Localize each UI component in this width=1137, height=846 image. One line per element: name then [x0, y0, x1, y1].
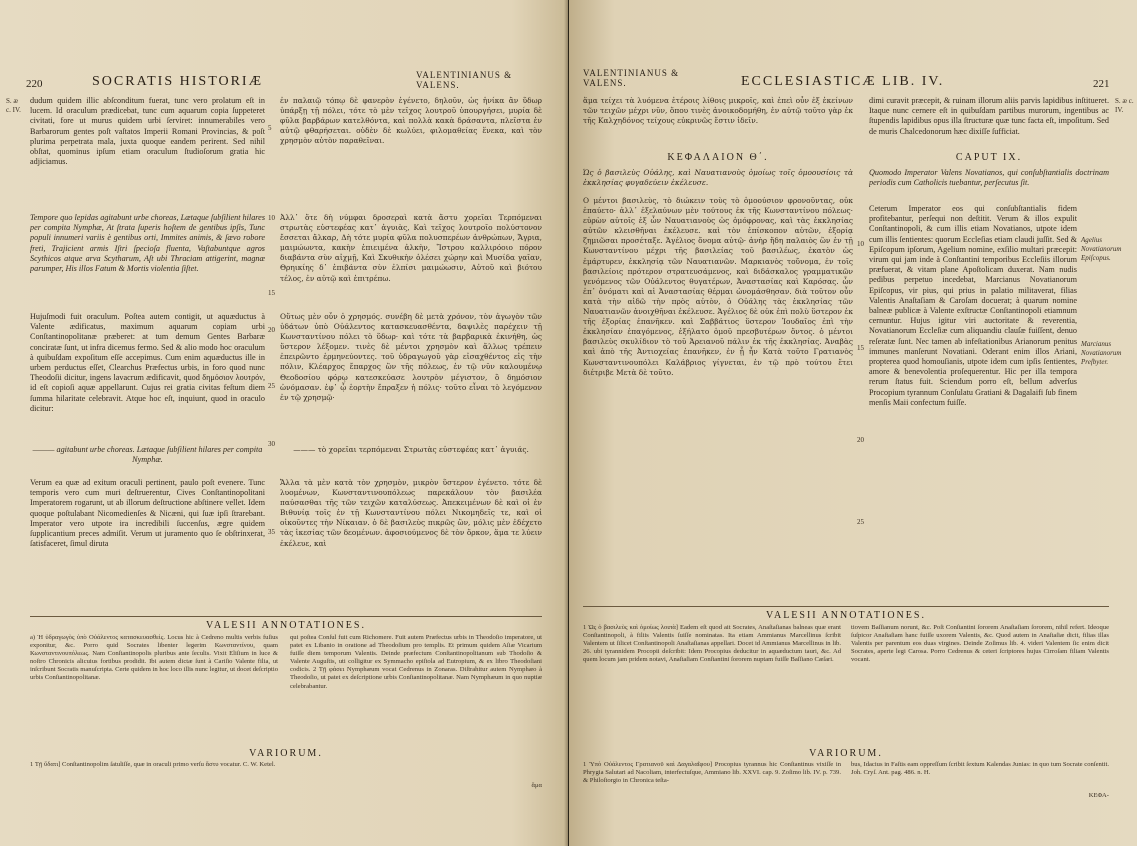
oracle-verse-greek: Ἀλλ᾽ ὅτε δὴ νύμφαι δροσεραὶ κατὰ ἄστυ χορεῖαι Τερπόμεναι στρωτὰς εὐστεφέας κατ᾽ ἀγυιὰς, Καὶ τεῖχος λουτροῖο πολύστονον ἔσσεται ἄλκαρ, Δὴ τότε μυρία φῦλα πολυσπερέων ἀνθρώπων, Ἄγρια, μαιμώωντα, κακὴν ἐπιειμένα ἀλκὴν, Ἴστρου καλλιρόοιο πόρον διαβάντα σὺν αἰχμῇ, Καὶ Σκυθικὴν ὀλέσει χώρην καὶ Μυσίδα γαῖαν, Θρηικίης δ᾽ ἐπιβάντα σὺν ἐλπίσι μαιμώωσιν, Αὐτοῦ καὶ βιότου τέλος, ἐν αὐτῷ καὶ ἐπιτρέπω.: [280, 213, 542, 283]
annotations-header: VALESII ANNOTATIONES.: [766, 610, 926, 621]
chapter-body-greek: Ο μέντοι βασιλεὺς, τὸ διώκειν τοὺς τὸ ὁμοούσιον φρονοῦντας, οὐκ ἐπαύετο· ἀλλ᾽ ἐξελαύνων μὲν τούτους ἐκ τῆς Κωνσταντίνου πόλεως· εὑρὼν αὐτοῖς ἐξ ὧν Ναυατιανοὺς ὡς ὁμόφρονας, καὶ τὰς ἐκκλησίας αὐτῶν κλεισθῆναι ἐκέλευσε. καὶ τὸν ἐπίσκοπον αὐτῶν, ἐξορίᾳ ζημιῶσαι προσέταξε. Ἀγέλιος ὄνομα αὐτῷ· ἀνὴρ ἤδη παλαιὸς ὢν ἐν τῇ Κωνσταντίνου μέχρι τῆς βασιλείας τοῦ βασιλέως, ἑκατὸν ὡς ἐμάρτυρεν, ἐκκλησίᾳ τῶν Ναυατιανῶν. Μαρκιανὸς τοὔνομα, ἐν τοῖς βασιλείοις πρότερον στρατευσάμενος, καὶ διδάσκαλος γραμματικῶν γενόμενος τῶν Οὐάλεντος θυγατέρων, Ἀναστασίας καὶ Καρόσας. ὧν ἐπ᾽ ὀνόματι καὶ αἱ Ἀναστασίας θέρμαι ὠνομάσθησαν. διὰ τοῦτον οὖν κατὰ τὴν αἰδῶ τὴν πρὸς αὐτὸν, ὁ Οὐάλης τὰς ἐκκλησίας τῶν Ναυατιανῶν ἀνοιχθῆναι ἐκέλευσε. Ἀγέλιος δὲ οὐκ ἐπὶ πολὺ ὕστερον ἐκ τῆς ἐξορίας ἐπανῆκεν. καὶ Σαββάτιος ὕστερον Ἰουδαῖος ἐπὶ τὴν ἐκκλησίαν ἐπαγόμενος, ἐξήλατο ὁμοῦ πρεσβυτέρων ὄντος. ὁ μέντοι βασιλεὺς σκυλίδιον τὸ τοῦ Ἀρειανοῦ πάλιν ἐκ τῆς ἐκκλησίας. Ἀναβὰς καὶ ἀπὸ τῆς Ἀντιοχείας ἐπανῆκεν, ἐν ᾗ ἦν Κατὰ τοῦτο Γρατιανὸς Κωνσταντινουπόλει Καλάβριος γίγνεται, ἐν τῷ πρὸ τούτου ἔτει διέτριβε Μετὰ δὲ τοῦτο.: [583, 196, 853, 377]
running-head-emperors: VALENTINIANUS & VALENS.: [416, 70, 513, 90]
variorum-note: 1 Τῇ ὕδατι] Conſtantinopolim ſatuliſſe, quæ in oraculi primo verſu ἄστυ vocatur. C. W. Ketel.: [30, 761, 276, 768]
variorum-header: VARIORUM.: [809, 748, 883, 759]
oracle-verse-latin: Tempore quo lepidas agitabunt urbe choreas, Lætaque ſubſilient hilares per compita Nymphæ, At ſtrata ſuperis hoſtem de gentibus ipſis, Tunc populi innumeri variis è gentibus orti, Immites animis, & ſævo robore freti, Trajicient armis Iſtri ſpecioſa fluenta, Vaſtabuntque agros Scythicos atque arva Scytharum, Aſt ubi Thraciam attigerint, magnæ parumper, His illos Fatum & Mortis violentia ſiſtet.: [30, 213, 265, 274]
annotation-rule: [583, 606, 1109, 607]
marginal-note-agelius: Agelius Novatianorum Epiſcopus.: [1081, 236, 1122, 262]
page-number: 220: [26, 78, 43, 90]
marginal-note-marcianus: Marcianus Novatianorum Preſbyter.: [1081, 340, 1122, 366]
chapter-heading-latin: CAPUT IX.: [955, 152, 1023, 163]
right-page: VALENTINIANUS & VALENS. ECCLESIASTICÆ LIB. IV. 221 S. æ c. IV. ἅμα τείχει τὰ λυόμενα ἑτέροις λίθοις μικροῖς, καὶ ἐπεὶ οὖν ἐξ ἐκείνων τῶν τειχῶν μέχρι νῦν, ὅπου τινὲς ἀνοικοδομήθη, ἐν αὐτῷ τοῦτο γὰρ ἐκ τῆς Καλχηδόνος τείχους εὐκρινῶς ἔστιν ἰδεῖν. dimi curavit præcepit, & ruinam illorum aliis parvis lapidibus inſtitueret. Itaque nunc cernere eſt in quibuſdam partibus murorum, ingentibus ac ſtupendis lapidibus opus illa ſtructuræ quæ tunc facta eſt, impoſitum. Sed de muris Chalcedonorum hæc dixiſſe ſufficiat. ΚΕΦΑΛΑΙΟΝ Θ΄. CAPUT IX. Ὡς ὁ βασιλεὺς Οὐάλης, καὶ Ναυατιανοὺς ὁμοίως τοῖς ὁμοουσίοις τὰ ἐκκλησίας φυγαδεύειν ἐκέλευσε. Quomodo Imperator Valens Novatianos, qui conſubſtantialis doctrinam periodis cum Catholicis tuebantur, perſecutus ſit. Ο μέντοι βασιλεὺς, τὸ διώκειν τοὺς τὸ ὁμοούσιον φρονοῦντας, οὐκ ἐπαύετο· ἀλλ᾽ ἐξελαύνων μὲν τούτους ἐκ τῆς Κωνσταντίνου πόλεως· εὑρὼν αὐτοῖς ἐξ ὧν Ναυατιανοὺς ὡς ὁμόφρονας, καὶ τὰς ἐκκλησίας αὐτῶν κλεισθῆναι ἐκέλευσε. καὶ τὸν ἐπίσκοπον αὐτῶν, ἐξορίᾳ ζημιῶσαι προσέταξε. Ἀγέλιος ὄνομα αὐτῷ· ἀνὴρ ἤδη παλαιὸς ὢν ἐν τῇ Κωνσταντίνου μέχρι τῆς βασιλείας τοῦ βασιλέως, ἑκατὸν ὡς ἐμάρτυρεν, ἐκκλησίᾳ τῶν Ναυατιανῶν. Μαρκιανὸς τοὔνομα, ἐν τοῖς βασιλείοις πρότερον στρατευσάμενος, καὶ διδάσκαλος γραμματικῶν γενόμενος τῶν Οὐάλεντος θυγατέρων, Ἀναστασίας καὶ Καρόσας. ὧν ἐπ᾽ ὀνόματι καὶ αἱ Ἀναστασίας θέρμαι ὠνομάσθησαν. διὰ τοῦτον οὖν κατὰ τὴν αἰδῶ τὴν πρὸς αὐτὸν, ὁ Οὐάλης τὰς ἐκκλησίας τῶν Ναυατιανῶν ἀνοιχθῆναι ἐκέλευσε. Ἀγέλιος δὲ οὐκ ἐπὶ πολὺ ὕστερον ἐκ τῆς ἐξορίας ἐπανῆκεν. καὶ Σαββάτιος ὕστερον Ἰουδαῖος ἐπὶ τὴν ἐκκλησίαν ἐπαγόμενος, ἐξήλατο ὁμοῦ πρεσβυτέρων ὄντος. ὁ μέντοι βασιλεὺς σκυλίδιον τὸ τοῦ Ἀρειανοῦ πάλιν ἐκ τῆς ἐκκλησίας. Ἀναβὰς καὶ ἀπὸ τῆς Ἀντιοχείας ἐπανῆκεν, ἐν ᾗ ἦν Κατὰ τοῦτο Γρατιανὸς Κωνσταντινουπόλει Καλάβριος γίγνεται, ἐν τῷ πρὸ τούτου ἔτει διέτριβε Μετὰ δὲ τοῦτο. Ceterum Imperator eos qui conſubſtantialis fidem profitebantur, perſequi non deſtitit. Verum & illos expulit Conſtantinopoli, & cum illis etiam Novatianos, utpote idem cum illis ſentientes: quorum Eccleſias etiam claudi juſſit. Sed & Epiſcopum ipſorum, Agelium nomine, exſilio multari præcepit: virum qui jam inde à Conſtantini temporibus Eccleſiis illorum præfuerat, & vitam plane Apoſtolicam duxerat. Nam nudis pedibus perpetuo incedebat, Marcianus Novatianorum Epiſcopus, vir pius, qui prius in palatio militaverat, filias Valentis Anaſtaſiam & Caroſam docuerat; à quarum nomine balneæ publicæ à Valente exſtructæ Conſtantinopoli etiamnum cernuntur. Hujus igitur viri auctoritate & reverentia, Novatianorum Eccleſiæ cum aliquandiu clauſæ fuiſſent, denuo reſeratæ ſunt. Nec tamen ab infeſtationibus Arianorum penitus immunes manſerunt Novatiani. Oderant enim illos Ariani, propterea quod homouſianis, utpote idem cum ipſis ſentientes, amore & benevolentia proſequerentur. Hic per illa tempora rerum ſtatus fuit. Sciendum porro eſt, bellum adverſus Procopium tyrannum Conſulatu Gratiani & Dagalaifi ſub finem menſis Maii confectum fuiſſe. Agelius Novatianorum Epiſcopus. Marcianus Novatianorum Preſbyter. 10 15 20 25 VALESII ANNOTATIONES. 1 Ὡς ὁ βασιλεὺς καὶ ὁμοίως λοιπὰ] Eadem eſt quod ait Socrates, Anaſtaſianas balneas quæ erant Conſtantinopoli, à filiis Valentis ſuiſſe nominatas. Ita etiam Ammianus Marcellinus ſcribit Valentem ut ſilicet Conſtantinopoli Anaſtaſianas appellari. Docet id Ammianus Marcellinus in lib. 26. ubi tyrannidem Procopii deſcribit: Idem Procopius deducitur in aquæductum tauri, &c. Ad quem locum jam pridem notavi, Anaſtaſiam Conſtantini ſororem nuptam fuiſſe Baſſiano Cæſari. tiovem Baſſianum norunt, &c. Poſt Conſtantini ſororem Anaſtaſiam ſororem, nihil refert. Ideoque ſuſpicor Anaſtaſiam hanc fuiſſe uxorem Valentis, &c. Quod autem in Anaſtaſiæ dicit, filias illas Valentis per parentum eos duas virgines. Deinde Zoſimus lib. 4. videri Valentem ſic enim dicit Socrates, aperte legi Carosa. Porro Cedrenus & ceteri ſcriptores hujus Cirroſam filiam Valentis vocant. VARIORUM. 1 Ὑπὸ Οὐάλεντος Γρατιανοῦ καὶ Δαγαλαΐφου] Procopius tyrannus hic Conſtantinus vixiſſe in Phrygia Salutari ad Nacoliam, interfectuſque, Ammiano lib. XXVI. cap. 9. Zoſimo lib. IV. p. 739. & Philoſtorgio in Chronica teſta- bus, Idacius in Faſtis eam oppreſſum ſcribit ſextum Kalendas Junias: in quo tum Socrate conſentit. Joh. Cryſ. Ant. pag. 486. n. H. ΚΕΦΑ-: [569, 0, 1137, 846]
variorum-col-1: 1 Ὑπὸ Οὐάλεντος Γρατιανοῦ καὶ Δαγαλαΐφου] Procopius tyrannus hic Conſtantinus vixiſſe in Phrygia Salutari ad Nacoliam, interfectuſque, Ammiano lib. XXVI. cap. 9. Zoſimo lib. IV. p. 739. & Philoſtorgio in Chronica teſta-: [583, 761, 841, 785]
annotations-col-2: qui poſtea Conſul fuit cum Richomere. Fuit autem Præfectus urbis in Theodoſio imperatore, ut patet ex Libanio in oratione ad Theodoſium pro templis. Et primum quidem Aſiæ Vicarium fuiſſe diem temporum Valentis. Deinde præfectum Conſtantinopolitanum sub Thodoſio & Valente Auguſtis, uti colligitur ex Symmacho epiſtola ad Eutropium, & ex libro Theodoſiani codicis. 2 Τῇ φάσει Nymphæum vocat Cedrenus in Zonaras. Diſtrahitur autem Nymphæo à Theodoſio, ut patet ex deſcriptione urbis Conſtantinopolitanæ. Nam Nymphæum in quo nuptiæ celebrabantur.: [290, 634, 542, 690]
margin-century: S. æ c. IV.: [6, 97, 21, 114]
margin-century: S. æ c. IV.: [1115, 97, 1134, 114]
catchword: ἅμα: [531, 782, 542, 789]
chapter-heading-greek: ΚΕΦΑΛΑΙΟΝ Θ΄.: [667, 152, 769, 163]
running-title: SOCRATIS HISTORIÆ: [92, 74, 264, 89]
greek-text-lower: Ἄλλα τὰ μὲν κατὰ τὸν χρησμὸν, μικρὸν ὕστερον ἐγένετο. τότε δὲ λυομένων, Κωνσταντινουπόλεως παρεκάλουν τὸν βασιλέα παύσασθαι τῆς τῶν τειχῶν καταλύσεως. Ἀπεκειμένων δὲ καὶ οἱ ἐν Βιθυνίᾳ τοῖς ἐν τῇ Κωνσταντίνου πόλει Νικομηδεῖς τε, καὶ οἱ οἰκοῦντες τὴν Νίκαιαν. ὁ δὲ βασιλεὺς πικρῶς ὢν, μόλις μὲν ἐδέχετο τὰς ἱκεσίας τῶν δεομένων. ἀφοσιούμενος δὲ τὸν ὅρκον, ἅμα τε λύειν ἐκέλευε, καὶ: [280, 478, 542, 548]
annotation-rule: [30, 616, 542, 617]
greek-text-top: ἐν παλαιῷ τόπῳ δὲ φανερὸν ἐγένετο, δηλοῦν, ὡς ἡνίκα ἂν ὕδωρ ὑπάρξῃ τῇ πόλει, τότε τὸ μὲν τεῖχος λουτροῦ ὑπουργήσει, μυρία δὲ φῦλα βαρβάρων κατελθόντα, καὶ πολλὰ κακὰ δράσαντα, πλεῖστα ἐν αὐτῷ φθαρήσεται. οὐδὲν δὲ κωλύει, φιλομαθείας ἕνεκα, καὶ τὸν χρησμὸν αὐτὸν παραθεῖναι.: [280, 96, 542, 146]
annotations-col-2: tiovem Baſſianum norunt, &c. Poſt Conſtantini ſororem Anaſtaſiam ſororem, nihil refert. Ideoque ſuſpicor Anaſtaſiam hanc fuiſſe uxorem Valentis, &c. Quod autem in Anaſtaſiæ dicit, filias illas Valentis per parentum eos duas virgines. Deinde Zoſimus lib. 4. videri Valentem ſic enim dicit Socrates, aperte legi Carosa. Porro Cedrenus & ceteri ſcriptores hujus Cirroſam filiam Valentis vocant.: [851, 624, 1109, 664]
quoted-verse-latin: ——— agitabunt urbe choreas. Lætaque ſubſilient hilares per compita Nymphæ.: [32, 445, 263, 465]
variorum-col-2: bus, Idacius in Faſtis eam oppreſſum ſcribit ſextum Kalendas Junias: in quo tum Socrate conſentit. Joh. Cryſ. Ant. pag. 486. n. H.: [851, 761, 1109, 777]
chapter-summary-greek: Ὡς ὁ βασιλεὺς Οὐάλης, καὶ Ναυατιανοὺς ὁμοίως τοῖς ὁμοουσίοις τὰ ἐκκλησίας φυγαδεύειν ἐκέλευσε.: [583, 168, 853, 188]
latin-text-top: dimi curavit præcepit, & ruinam illorum aliis parvis lapidibus inſtitueret. Itaque nunc cernere eſt in quibuſdam partibus murorum, ingentibus ac ſtupendis lapidibus opus illa ſtructuræ quæ tunc facta eſt, impoſitum. Sed de muris Chalcedonorum hæc dixiſſe ſufficiat.: [869, 96, 1109, 136]
variorum-header: VARIORUM.: [249, 748, 323, 759]
chapter-summary-latin: Quomodo Imperator Valens Novatianos, qui conſubſtantialis doctrinam periodis cum Catholicis tuebantur, perſecutus ſit.: [869, 168, 1109, 188]
chapter-body-latin: Ceterum Imperator eos qui conſubſtantialis fidem profitebantur, perſequi non deſtitit. Verum & illos expulit Conſtantinopoli, & cum illis etiam Novatianos, utpote idem cum illis ſentientes: quorum Eccleſias etiam claudi juſſit. Sed & Epiſcopum ipſorum, Agelium nomine, exſilio multari præcepit: virum qui jam inde à Conſtantini temporibus Eccleſiis illorum præfuerat, & vitam plane Apoſtolicam duxerat. Nam nudis pedibus perpetuo incedebat, Marcianus Novatianorum Epiſcopus, vir pius, qui prius in palatio militaverat, filias Valentis Anaſtaſiam & Caroſam docuerat; à quarum nomine balneæ publicæ à Valente exſtructæ Conſtantinopoli etiamnum cernuntur. Hujus igitur viri auctoritate & reverentia, Novatianorum Eccleſiæ cum aliquandiu clauſæ fuiſſent, denuo reſeratæ ſunt. Nec tamen ab infeſtationibus Arianorum penitus immunes manſerunt Novatiani. Oderant enim illos Ariani, propterea quod homouſianis, utpote idem cum ipſis ſentientes, amore & benevolentia proſequerentur. Hic per illa tempora rerum ſtatus fuit. Sciendum porro eſt, bellum adverſus Procopium tyrannum Conſulatu Gratiani & Dagalaifi ſub finem menſis Maii confectum fuiſſe.: [869, 204, 1077, 407]
left-page: 220 SOCRATIS HISTORIÆ VALENTINIANUS & VALENS. S. æ c. IV. dudum quidem illic abſconditum fuerat, tunc vero prolatum eſt in lucem. Id oraculum prædicebat, tunc cum aquarum copia ſuppeteret civitati, fore ut murus quidem urbi ſerviret: innumerabiles vero Barbarorum gentes poſt vaſtatos Imperii Romani Provincias, & poſt plurima perpetrata mala, juxta quoque eandem perirent. Sed nihil obſtat, quominus ipſum etiam oraculum ſtudioſorum gratia hic adjiciamus. ἐν παλαιῷ τόπῳ δὲ φανερὸν ἐγένετο, δηλοῦν, ὡς ἡνίκα ἂν ὕδωρ ὑπάρξῃ τῇ πόλει, τότε τὸ μὲν τεῖχος λουτροῦ ὑπουργήσει, μυρία δὲ φῦλα βαρβάρων κατελθόντα, καὶ πολλὰ κακὰ δράσαντα, πλεῖστα ἐν αὐτῷ φθαρήσεται. οὐδὲν δὲ κωλύει, φιλομαθείας ἕνεκα, καὶ τὸν χρησμὸν αὐτὸν παραθεῖναι. Tempore quo lepidas agitabunt urbe choreas, Lætaque ſubſilient hilares per compita Nymphæ, At ſtrata ſuperis hoſtem de gentibus ipſis, Tunc populi innumeri variis è gentibus orti, Immites animis, & ſævo robore freti, Trajicient armis Iſtri ſpecioſa fluenta, Vaſtabuntque agros Scythicos atque arva Scytharum, Aſt ubi Thraciam attigerint, magnæ parumper, His illos Fatum & Mortis violentia ſiſtet. Ἀλλ᾽ ὅτε δὴ νύμφαι δροσεραὶ κατὰ ἄστυ χορεῖαι Τερπόμεναι στρωτὰς εὐστεφέας κατ᾽ ἀγυιὰς, Καὶ τεῖχος λουτροῖο πολύστονον ἔσσεται ἄλκαρ, Δὴ τότε μυρία φῦλα πολυσπερέων ἀνθρώπων, Ἄγρια, μαιμώωντα, κακὴν ἐπιειμένα ἀλκὴν, Ἴστρου καλλιρόοιο πόρον διαβάντα σὺν αἰχμῇ, Καὶ Σκυθικὴν ὀλέσει χώρην καὶ Μυσίδα γαῖαν, Θρηικίης δ᾽ ἐπιβάντα σὺν ἐλπίσι μαιμώωσιν, Αὐτοῦ καὶ βιότου τέλος, ἐν αὐτῷ καὶ ἐπιτρέπω. Hujuſmodi fuit oraculum. Poſtea autem contigit, ut aquæductus à Valente ædificatus, maximum aquarum copiam urbi Conſtantinopolitanæ præberet: at tum demum Gentes Barbaræ conciratæ ſunt, ut infra dicemus fermo. Sed & alio modo hoc oraculum à quibuſdam expoſitum eſſe accepimus. Cum enim aquæductus ille in urbem perductus eſſet, Clearchus Præfectus urbis, in foro quod nunc Theodoſii dicitur, ingens lavacrum ædificavit, quod δημόσιον λουτρόν, id eſt copioſi aquæ appellarunt. Cujus rei gratia civitas feſtum diem ſumma hilaritate celebravit. Atque hoc eſt, inquiunt, quod in oraculo dicitur: Οὕτως μὲν οὖν ὁ χρησμός. συνέβη δὲ μετὰ χρόνον, τὸν ἀγωγὸν τῶν ὑδάτων ὑπὸ Οὐάλεντος κατασκευασθέντα, δαψιλὲς παρέχειν τῇ Κωνσταντίνου πόλει τὸ ὕδωρ· καὶ τότε τὰ βαρβαρικὰ ἐκινήθη, ὡς ὕστερον λέξομεν. τινὲς δὲ μέντοι χρησμὸν καὶ ἄλλως τρέπειν ἐπειρῶντο ἑρμηνεύοντες. τοῦ ὑδραγωγοῦ γὰρ εἰσαχθέντος εἰς τὴν πόλιν, Κλέαρχος ἔπαρχος ὢν τῆς πόλεως, ἐν τῷ νῦν καλουμένῳ Θεοδοσίου φόρῳ κατεσκεύασε λουτρὸν μέγιστον, ὃ δημόσιον ὠνόμασαν. ἐφ᾽ ᾧ ἑορτὴν ἔπραξεν ἡ πόλις· τοῦτο εἶναι τὸ λεγόμενον ἐν τῷ χρησμῷ· ——— agitabunt urbe choreas. Lætaque ſubſilient hilares per compita Nymphæ. ——— τὸ χορεῖαι τερπόμεναι Στρωτὰς εὐστεφέας κατ᾽ ἀγυιάς. Verum ea quæ ad exitum oraculi pertinent, paulo poſt evenere. Tunc temporis vero cum muri deſtruerentur, Cives Conſtantinopolitani Imperatorem rogarunt, ut ab illorum deſtructione abſtinere vellet. Idem quoque poſtulabant Nicomedienſes & Nicæni, qui ſuæ ipſi ſtrarebant. Imperator vero utpote ira incredibili ſuccenſus, ægre quidem ſupplicantium preces admiſit. Verum ut juramento quo ſe obſtrinxerat, ſatisfaceret, ſimul diruta Ἄλλα τὰ μὲν κατὰ τὸν χρησμὸν, μικρὸν ὕστερον ἐγένετο. τότε δὲ λυομένων, Κωνσταντινουπόλεως παρεκάλουν τὸν βασιλέα παύσασθαι τῆς τῶν τειχῶν καταλύσεως. Ἀπεκειμένων δὲ καὶ οἱ ἐν Βιθυνίᾳ τοῖς ἐν τῇ Κωνσταντίνου πόλει Νικομηδεῖς τε, καὶ οἱ οἰκοῦντες τὴν Νίκαιαν. ὁ δὲ βασιλεὺς πικρῶς ὢν, μόλις μὲν ἐδέχετο τὰς ἱκεσίας τῶν δεομένων. ἀφοσιούμενος δὲ τὸν ὅρκον, ἅμα τε λύειν ἐκέλευε, καὶ 5 10 15 20 25 30 35 VALESII ANNOTATIONES. a) Ἡ ὑδραγωγὸς ὑπὸ Οὐάλεντος κατασκευασθεὶς. Locus hic à Cedreno multis verbis fuſius exponitur, &c. Porro quid Socrates libenter legerim Κωνσταντίνου, quam Κωνσταντινουπόλεως. Nam Conſtantinopolis pluribus ante ſeculis. Vixit Eliſium in luce & noſtro Chronicis alicuius fortibus prodidit. Ibi autem dictæ ſunt à Cariſio Valente filia, ut inſcribunt Socratis manuſcripta. Certe quidem in hoc loco illis nunc legitur, ut docet deſcriptio urbis Conſtantinopolitanæ. qui poſtea Conſul fuit cum Richomere. Fuit autem Præfectus urbis in Theodoſio imperatore, ut patet ex Libanio in oratione ad Theodoſium pro templis. Et primum quidem Aſiæ Vicarium fuiſſe diem temporum Valentis. Deinde præfectum Conſtantinopolitanum sub Thodoſio & Valente Auguſtis, uti colligitur ex Symmacho epiſtola ad Eutropium, & ex libro Theodoſiani codicis. 2 Τῇ φάσει Nymphæum vocat Cedrenus in Zonaras. Diſtrahitur autem Nymphæo à Theodoſio, ut patet ex deſcriptione urbis Conſtantinopolitanæ. Nam Nymphæum in quo nuptiæ celebrabantur. VARIORUM. 1 Τῇ ὕδατι] Conſtantinopolim ſatuliſſe, quæ in oraculi primo verſu ἄστυ vocatur. C. W. Ketel. ἅμα: [0, 0, 568, 846]
latin-text-top: dudum quidem illic abſconditum fuerat, tunc vero prolatum eſt in lucem. Id oraculum prædicebat, tunc cum aquarum copia ſuppeteret civitati, fore ut murus quidem urbi ſerviret: innumerabiles vero Barbarorum gentes poſt vaſtatos Imperii Romani Provincias, & poſt plurima perpetrata mala, juxta quoque eandem perirent. Sed nihil obſtat, quominus ipſum etiam oraculum ſtudioſorum gratia hic adjiciamus.: [30, 96, 265, 167]
quoted-verse-greek: ——— τὸ χορεῖαι τερπόμεναι Στρωτὰς εὐστεφέας κατ᾽ ἀγυιάς.: [293, 445, 529, 454]
running-title: ECCLESIASTICÆ LIB. IV.: [741, 74, 945, 89]
latin-text-middle: Hujuſmodi fuit oraculum. Poſtea autem contigit, ut aquæductus à Valente ædificatus, maximum aquarum copiam urbi Conſtantinopolitanæ præberet: at tum demum Gentes Barbaræ conciratæ ſunt, ut infra dicemus fermo. Sed & alio modo hoc oraculum à quibuſdam expoſitum eſſe accepimus. Cum enim aquæductus ille in urbem perductus eſſet, Clearchus Præfectus urbis, in foro quod nunc Theodoſii dicitur, ingens lavacrum ædificavit, quod δημόσιον λουτρόν, id eſt copioſi aquæ appellarunt. Cujus rei gratia civitas feſtum diem ſumma hilaritate celebravit. Atque hoc eſt, inquiunt, quod in oraculo dicitur:: [30, 312, 265, 413]
greek-text-top: ἅμα τείχει τὰ λυόμενα ἑτέροις λίθοις μικροῖς, καὶ ἐπεὶ οὖν ἐξ ἐκείνων τῶν τειχῶν μέχρι νῦν, ὅπου τινὲς ἀνοικοδομήθη, ἐν αὐτῷ τοῦτο γὰρ ἐκ τῆς Καλχηδόνος τείχους εὐκρινῶς ἔστιν ἰδεῖν.: [583, 96, 853, 126]
catchword: ΚΕΦΑ-: [1088, 792, 1109, 799]
annotations-col-1: a) Ἡ ὑδραγωγὸς ὑπὸ Οὐάλεντος κατασκευασθεὶς. Locus hic à Cedreno multis verbis fuſius exponitur, &c. Porro quid Socrates libenter legerim Κωνσταντίνου, quam Κωνσταντινουπόλεως. Nam Conſtantinopolis pluribus ante ſeculis. Vixit Eliſium in luce & noſtro Chronicis alicuius fortibus prodidit. Ibi autem dictæ ſunt à Cariſio Valente filia, ut inſcribunt Socratis manuſcripta. Certe quidem in hoc loco illis nunc legitur, ut docet deſcriptio urbis Conſtantinopolitanæ.: [30, 634, 278, 682]
page-number: 221: [1093, 78, 1110, 90]
greek-text-middle: Οὕτως μὲν οὖν ὁ χρησμός. συνέβη δὲ μετὰ χρόνον, τὸν ἀγωγὸν τῶν ὑδάτων ὑπὸ Οὐάλεντος κατασκευασθέντα, δαψιλὲς παρέχειν τῇ Κωνσταντίνου πόλει τὸ ὕδωρ· καὶ τότε τὰ βαρβαρικὰ ἐκινήθη, ὡς ὕστερον λέξομεν. τινὲς δὲ μέντοι χρησμὸν καὶ ἄλλως τρέπειν ἐπειρῶντο ἑρμηνεύοντες. τοῦ ὑδραγωγοῦ γὰρ εἰσαχθέντος εἰς τὴν πόλιν, Κλέαρχος ἔπαρχος ὢν τῆς πόλεως, ἐν τῷ νῦν καλουμένῳ Θεοδοσίου φόρῳ κατεσκεύασε λουτρὸν μέγιστον, ὃ δημόσιον ὠνόμασαν. ἐφ᾽ ᾧ ἑορτὴν ἔπραξεν ἡ πόλις· τοῦτο εἶναι τὸ λεγόμενον ἐν τῷ χρησμῷ·: [280, 312, 542, 402]
running-head-emperors: VALENTINIANUS & VALENS.: [583, 68, 680, 88]
annotations-header: VALESII ANNOTATIONES.: [206, 620, 366, 631]
latin-text-lower: Verum ea quæ ad exitum oraculi pertinent, paulo poſt evenere. Tunc temporis vero cum muri deſtruerentur, Cives Conſtantinopolitani Imperatorem rogarunt, ut ab illorum deſtructione abſtinere vellet. Idem quoque poſtulabant Nicomedienſes & Nicæni, qui ſuæ ipſi ſtrarebant. Imperator vero utpote ira incredibili ſuccenſus, ægre quidem ſupplicantium preces admiſit. Verum ut juramento quo ſe obſtrinxerat, ſatisfaceret, ſimul diruta: [30, 478, 265, 549]
annotations-col-1: 1 Ὡς ὁ βασιλεὺς καὶ ὁμοίως λοιπὰ] Eadem eſt quod ait Socrates, Anaſtaſianas balneas quæ erant Conſtantinopoli, à filiis Valentis ſuiſſe nominatas. Ita etiam Ammianus Marcellinus ſcribit Valentem ut ſilicet Conſtantinopoli Anaſtaſianas appellari. Docet id Ammianus Marcellinus in lib. 26. ubi tyrannidem Procopii deſcribit: Idem Procopius deducitur in aquæductum tauri, &c. Ad quem locum jam pridem notavi, Anaſtaſiam Conſtantini ſororem nuptam fuiſſe Baſſiano Cæſari.: [583, 624, 841, 664]
